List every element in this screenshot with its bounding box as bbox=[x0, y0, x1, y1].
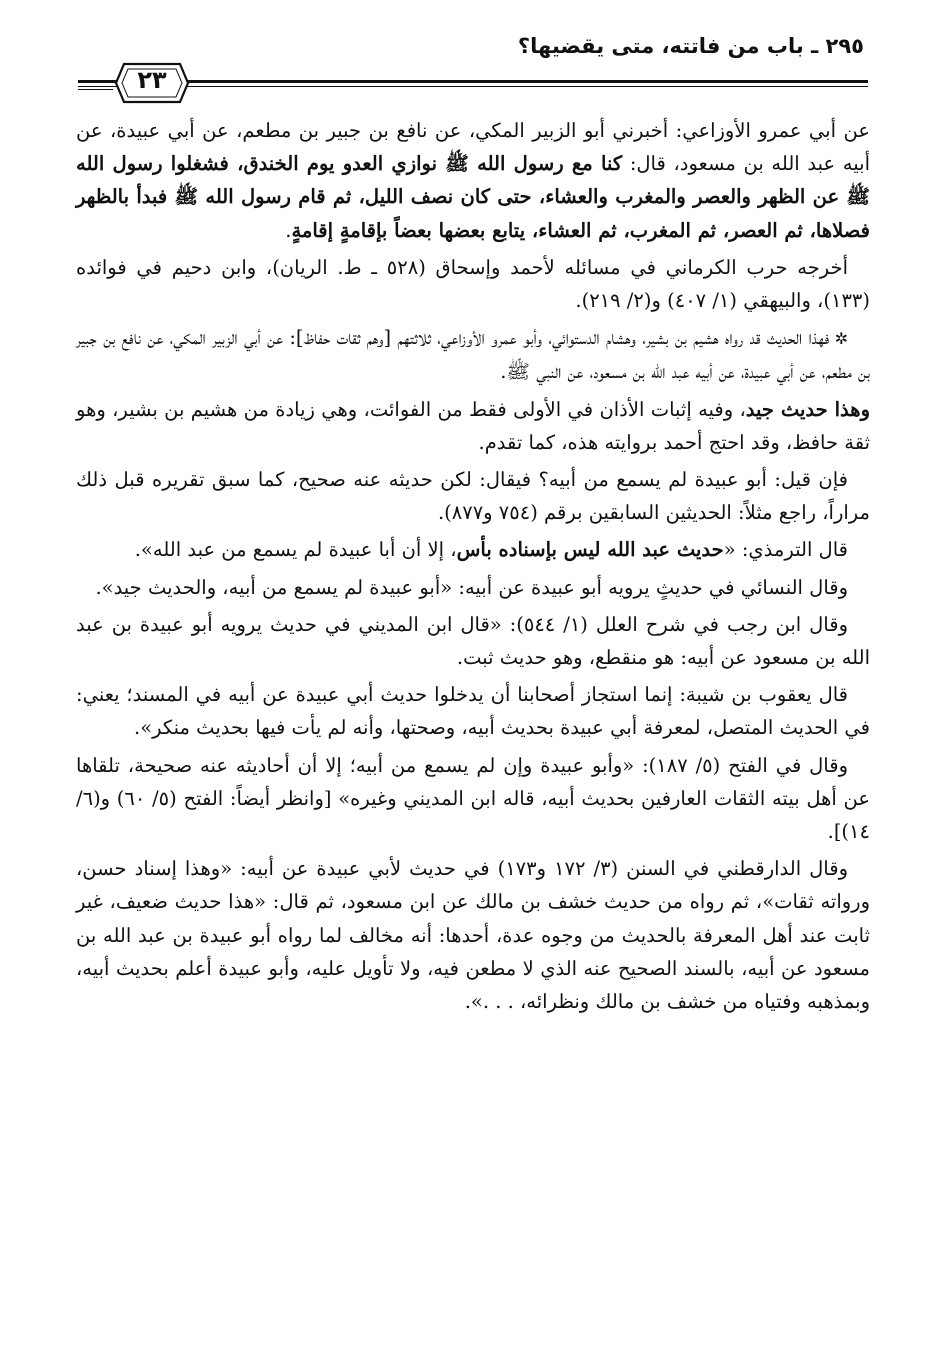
paragraph-verdict bbox=[76, 393, 870, 459]
paragraph-fath bbox=[76, 749, 870, 849]
text-span: ، إلا أن أبا عبيدة لم يسمع من عبد الله». bbox=[134, 538, 457, 562]
text-span: وقال في الفتح (٥/ ١٨٧): «وأبو عبيدة وإن لم يسمع من أبيه؛ إلا أن أحاديثه عنه صحيحة، تلقاها عن أهل بيته الثقات العارفين بحديث أبيه، قاله ابن المديني وغيره» [وانظر أيضاً: الفتح (٥/ ٦٠) و(٦/ ١٤)]. bbox=[76, 753, 871, 844]
text-span: قال يعقوب بن شيبة: إنما استجاز أصحابنا أن يدخلوا حديث أبي عبيدة عن أبيه في المسند؛ يعني: في الحديث المتصل، لمعرفة أبي عبيدة بحديث أبيه، وصحتها، وأنه لم يأت فيها بحديث منكر». bbox=[76, 683, 870, 740]
header-rule-thick bbox=[78, 80, 868, 83]
star-marker-icon: ✲ bbox=[829, 329, 848, 349]
tirmidhi-quote-bold: حديث عبد الله ليس بإسناده بأس bbox=[456, 538, 724, 562]
text-span: وقال ابن رجب في شرح العلل (١/ ٥٤٤): «قال ابن المديني في حديث يرويه أبو عبيدة بن عبد الله بن مسعود عن أبيه: هو منقطع، وهو حديث ثبت. bbox=[76, 612, 870, 670]
paragraph-daraqutni bbox=[76, 852, 870, 1018]
paragraph-hadith-text bbox=[76, 114, 870, 247]
text-span: وقال الدارقطني في السنن (٣/ ١٧٢ و١٧٣) في حديث لأبي عبيدة عن أبيه: «وهذا إسناد حسن، ورواته ثقات»، ثم رواه من حديث خشف بن مالك عن ابن مسعود، ثم قال: «هذا حديث ضعيف، غير ثابت عند أهل المعرفة بالحديث من وجوه عدة، أحدها: أنه مخالف لما رواه أبو عبيدة بن عبد الله بن مسعود عن أبيه، بالسند الصحيح عنه الذي لا مطعن فيه، ولا تأويل عليه، وأبو عبيدة أعلم بحديث أبيه، وبمذهبه وفتياه من خشف بن مالك ونظرائه، . . .». bbox=[76, 857, 870, 1014]
page-number-ornament bbox=[112, 60, 192, 106]
paragraph-nasai bbox=[76, 571, 870, 604]
page-number: ٢٣ bbox=[137, 66, 167, 94]
paragraph-yaqub bbox=[76, 678, 870, 744]
paragraph-ibn-rajab bbox=[76, 608, 870, 674]
running-title: ٢٩٥ ـ باب من فاتته، متى يقضيها؟ bbox=[517, 34, 864, 58]
text-span: أخرجه حرب الكرماني في مسائله لأحمد وإسحاق (٥٢٨ ـ ط. الريان)، وابن دحيم في فوائده (١٣٣)، والبيهقي (١/ ٤٠٧) و(٢/ ٢١٩). bbox=[76, 255, 870, 313]
text-span: ، وفيه إثبات الأذان في الأولى فقط من الفوائت، وهي زيادة من هشيم بن بشير، وهو ثقة حافظ، وقد احتج أحمد بروايته هذه، كما تقدم. bbox=[76, 397, 870, 454]
paragraph-takhrij bbox=[76, 251, 870, 317]
paragraph-objection bbox=[76, 463, 870, 529]
verdict-bold: وهذا حديث جيد bbox=[745, 397, 870, 421]
main-text bbox=[76, 114, 870, 1022]
text-span: . bbox=[285, 218, 292, 242]
paragraph-tirmidhi bbox=[76, 533, 870, 566]
text-span: فهذا الحديث قد رواه هشيم بن بشير، وهشام الدستوائي، وأبو عمرو الأوزاعي، ثلاثتهم [وهم ثقات حفاظ]: عن أبي الزبير المكي، عن نافع بن جبير بن مطعم، عن أبي عبيدة، عن أبيه عبد الله بن مسعود، عن النبي ﷺ. bbox=[76, 326, 870, 384]
hadith-matn: كنا مع رسول الله ﷺ نوازي العدو يوم الخندق، فشغلوا رسول الله ﷺ عن الظهر والعصر والمغرب والعشاء، حتى كان نصف الليل، ثم قام رسول الله ﷺ فبدأ بالظهر فصلاها، ثم العصر، ثم المغرب، ثم العشاء، يتابع بعضها بعضاً بإقامةٍ إقامةٍ bbox=[76, 152, 870, 242]
header-rule-left-end bbox=[78, 80, 113, 90]
text-span: وقال النسائي في حديثٍ يرويه أبو عبيدة عن أبيه: «أبو عبيدة لم يسمع من أبيه، والحديث جيد». bbox=[95, 575, 848, 599]
paragraph-summary bbox=[76, 321, 870, 388]
text-span: قال الترمذي: « bbox=[723, 538, 848, 562]
text-span: عن أبي عمرو الأوزاعي: أخبرني أبو الزبير المكي، عن نافع بن جبير بن مطعم، عن أبي عبيدة، عن أبيه عبد الله بن مسعود، قال: bbox=[76, 119, 870, 176]
header-rule-thin bbox=[78, 86, 868, 87]
text-span: فإن قيل: أبو عبيدة لم يسمع من أبيه؟ فيقال: لكن حديثه عنه صحيح، كما سبق تقريره قبل ذلك مراراً، راجع مثلاً: الحديثين السابقين برقم (٧٥٤ و٨٧٧). bbox=[76, 468, 870, 525]
